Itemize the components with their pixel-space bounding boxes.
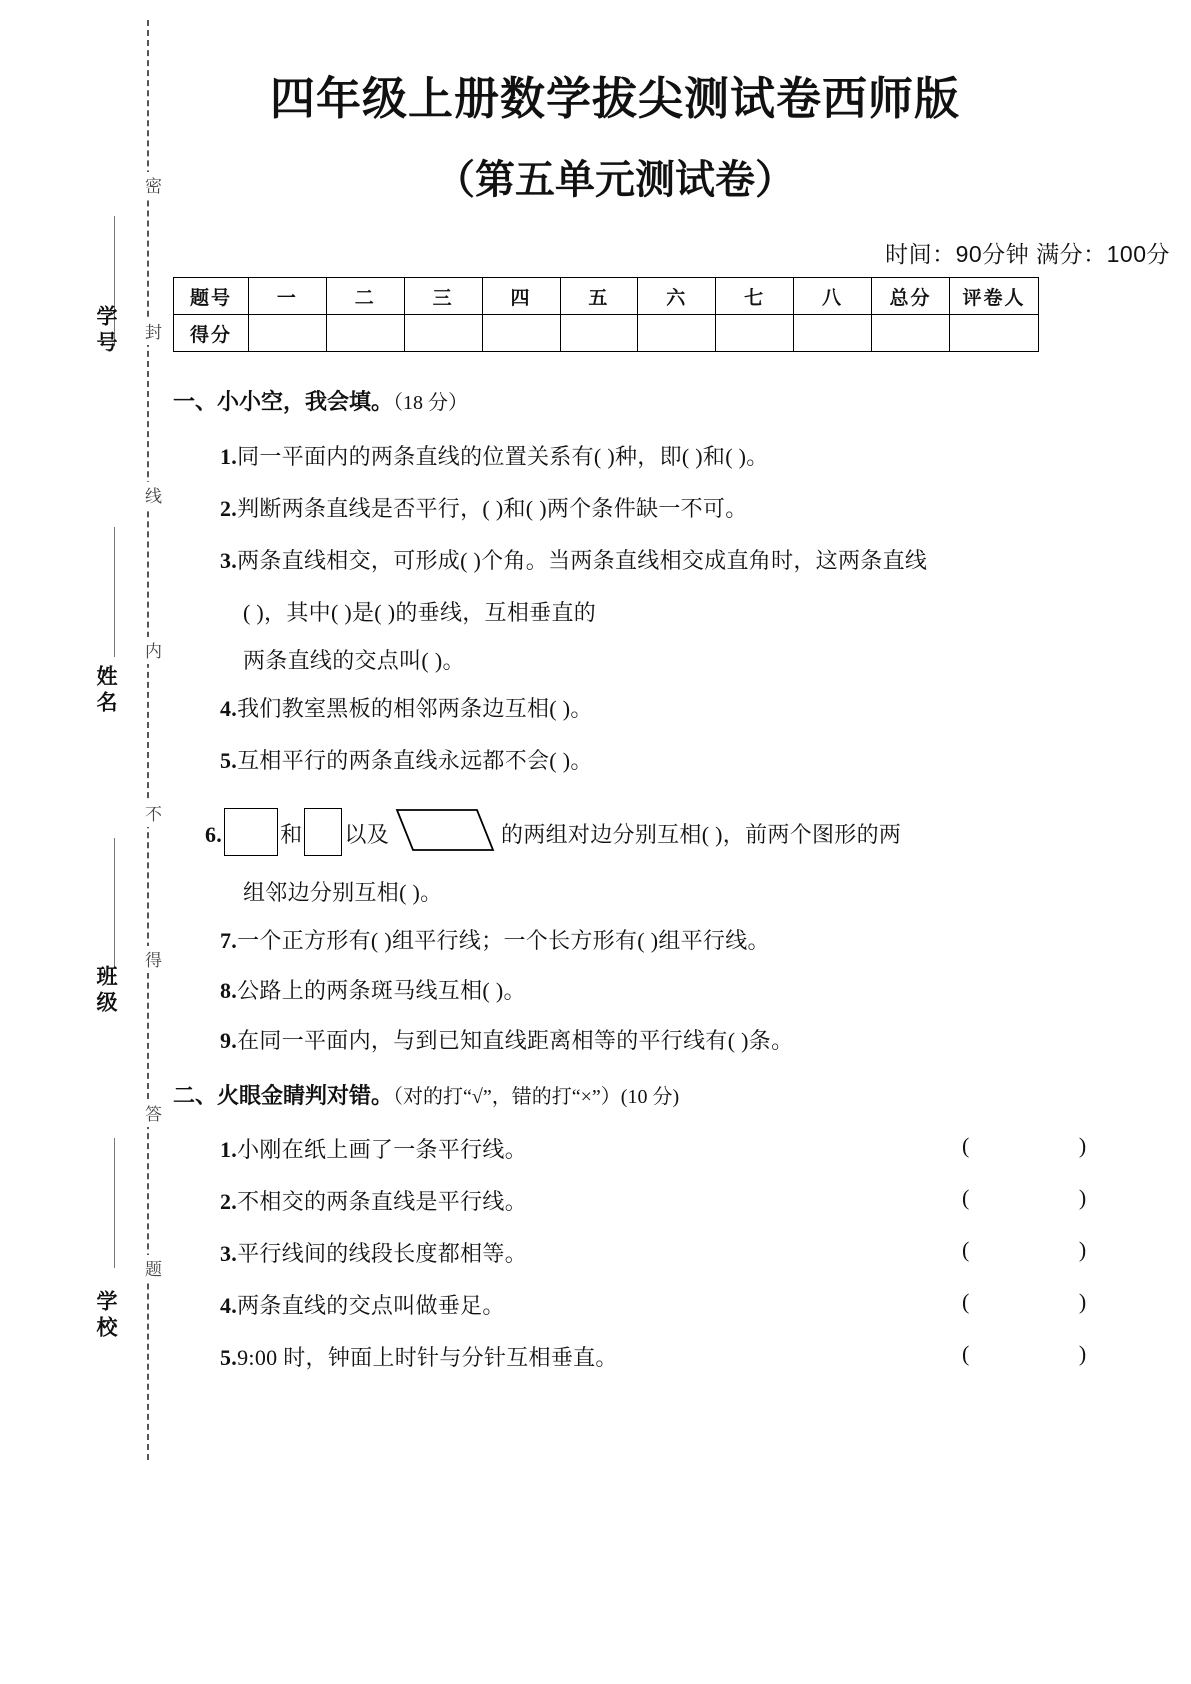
square-shape <box>304 808 342 856</box>
page-subtitle: （第五单元测试卷） <box>435 158 795 202</box>
section-1-title: 一、小小空，我会填。 <box>173 389 394 414</box>
tf-question-1-number: 1. <box>220 1137 238 1162</box>
label-class: 班级 <box>94 965 117 1017</box>
question-5-1 <box>220 744 593 775</box>
label-school: 学校 <box>94 1290 117 1342</box>
question-7-1 <box>220 924 770 955</box>
score-cell-1[interactable] <box>249 315 327 352</box>
tf-answer-bracket-5[interactable]: ( ) <box>962 1341 1139 1366</box>
question-6-text-after: 的两组对边分别互相( )，前两个图形的两 <box>501 822 902 847</box>
exam-sheet <box>170 0 1191 1684</box>
seal-char-de: 得 <box>130 946 164 973</box>
question-3-number: 3. <box>220 548 238 573</box>
tf-question-3-number: 3. <box>220 1241 238 1266</box>
question-6-joiner-2: 以及 <box>344 822 390 847</box>
question-1-text: 同一平面内的两条直线的位置关系有( )种，即( )和( )。 <box>237 444 769 469</box>
question-4-text: 我们教室黑板的相邻两条边互相( )。 <box>237 696 593 721</box>
seal-char-bu: 不 <box>130 800 164 827</box>
tf-question-3 <box>220 1237 527 1268</box>
table-row-scores <box>174 315 1039 352</box>
label-student-name: 姓名 <box>94 665 117 717</box>
score-cell-7[interactable] <box>716 315 794 352</box>
seal-line-sidebar <box>0 0 170 1684</box>
tf-question-3-text: 平行线间的线段长度都相等。 <box>237 1241 528 1266</box>
tf-question-4-text: 两条直线的交点叫做垂足。 <box>237 1293 505 1318</box>
tf-answer-bracket-4[interactable]: ( ) <box>962 1289 1139 1314</box>
score-table-col-5: 五 <box>560 278 638 315</box>
question-3-3: 两条直线的交点叫( )。 <box>243 648 465 673</box>
tf-question-2-number: 2. <box>220 1189 238 1214</box>
question-5-text: 互相平行的两条直线永远都不会( )。 <box>237 748 593 773</box>
question-2-number: 2. <box>220 496 238 521</box>
question-6-number: 6. <box>205 822 223 847</box>
section-heading-2 <box>173 1079 679 1110</box>
tf-question-5 <box>220 1341 618 1372</box>
score-table-col-1: 一 <box>249 278 327 315</box>
question-4-1 <box>220 692 593 723</box>
score-cell-3[interactable] <box>404 315 482 352</box>
seal-char-da: 答 <box>130 1100 164 1127</box>
score-table <box>173 277 1039 352</box>
question-1-number: 1. <box>220 444 238 469</box>
tf-question-4 <box>220 1289 505 1320</box>
tf-question-4-number: 4. <box>220 1293 238 1318</box>
question-6-2: 组邻边分别互相( )。 <box>243 880 443 905</box>
score-table-col-2: 二 <box>326 278 404 315</box>
score-table-col-7: 七 <box>716 278 794 315</box>
question-3-text-line1: 两条直线相交，可形成( )个角。当两条直线相交成直角时，这两条直线 <box>237 548 928 573</box>
score-table-col-6: 六 <box>638 278 716 315</box>
tf-question-5-text: 9:00 时，钟面上时针与分针互相垂直。 <box>237 1345 618 1370</box>
question-8-number: 8. <box>220 978 238 1003</box>
seal-char-ti: 题 <box>130 1255 164 1282</box>
question-9-text: 在同一平面内，与到已知直线距离相等的平行线有( )条。 <box>237 1028 794 1053</box>
score-cell-8[interactable] <box>794 315 872 352</box>
question-4-number: 4. <box>220 696 238 721</box>
question-6-1 <box>205 805 901 861</box>
question-7-number: 7. <box>220 928 238 953</box>
question-8-1 <box>220 974 526 1005</box>
score-table-col-total: 总分 <box>872 278 950 315</box>
tf-question-2-text: 不相交的两条直线是平行线。 <box>237 1189 528 1214</box>
seal-char-nei: 内 <box>130 637 164 664</box>
question-1-1 <box>220 440 769 471</box>
section-2-points: （对的打“√”，错的打“×”）(10 分) <box>393 1086 680 1108</box>
score-cell-2[interactable] <box>326 315 404 352</box>
question-7-text: 一个正方形有( )组平行线；一个长方形有( )组平行线。 <box>237 928 770 953</box>
rectangle-shape <box>224 808 278 856</box>
tf-answer-bracket-1[interactable]: ( ) <box>962 1133 1139 1158</box>
seal-char-mi: 密 <box>130 172 164 199</box>
question-2-text: 判断两条直线是否平行，( )和( )两个条件缺一不可。 <box>237 496 748 521</box>
question-3-1 <box>220 544 927 575</box>
question-9-1 <box>220 1024 793 1055</box>
score-cell-grader[interactable] <box>950 315 1039 352</box>
score-table-row-label-2: 得分 <box>174 315 249 352</box>
score-table-col-8: 八 <box>794 278 872 315</box>
tf-question-1-text: 小刚在纸上画了一条平行线。 <box>237 1137 528 1162</box>
tf-answer-bracket-3[interactable]: ( ) <box>962 1237 1139 1262</box>
score-table-col-3: 三 <box>404 278 482 315</box>
question-2-1 <box>220 492 748 523</box>
question-8-text: 公路上的两条斑马线互相( )。 <box>237 978 526 1003</box>
score-cell-5[interactable] <box>560 315 638 352</box>
seal-char-feng: 封 <box>130 318 164 345</box>
seal-char-xian: 线 <box>130 482 164 509</box>
school-rule <box>114 1138 115 1268</box>
tf-question-5-number: 5. <box>220 1345 238 1370</box>
score-cell-total[interactable] <box>872 315 950 352</box>
score-table-row-label-1: 题号 <box>174 278 249 315</box>
class-rule <box>114 838 115 968</box>
score-cell-6[interactable] <box>638 315 716 352</box>
tf-question-1 <box>220 1133 527 1164</box>
section-2-title: 二、火眼金睛判对错。 <box>173 1083 394 1108</box>
seal-dashed-line <box>147 20 149 1460</box>
section-1-points: （18 分） <box>393 392 469 414</box>
section-heading-1 <box>173 385 468 416</box>
score-cell-4[interactable] <box>482 315 560 352</box>
question-6-joiner-1: 和 <box>280 822 303 847</box>
question-3-2: ( )，其中( )是( )的垂线，互相垂直的 <box>243 600 597 625</box>
score-table-col-grader: 评卷人 <box>950 278 1039 315</box>
tf-answer-bracket-2[interactable]: ( ) <box>962 1185 1139 1210</box>
tf-question-2 <box>220 1185 527 1216</box>
page-title: 四年级上册数学拔尖测试卷西师版 <box>269 73 960 124</box>
question-9-number: 9. <box>220 1028 238 1053</box>
student-name-rule <box>114 527 115 657</box>
exam-meta: 时间：90分钟 满分：100分 <box>885 241 1170 267</box>
question-5-number: 5. <box>220 748 238 773</box>
score-table-col-4: 四 <box>482 278 560 315</box>
label-student-id: 学号 <box>94 305 117 357</box>
table-row-header <box>174 278 1039 315</box>
parallelogram-shape <box>393 805 497 861</box>
